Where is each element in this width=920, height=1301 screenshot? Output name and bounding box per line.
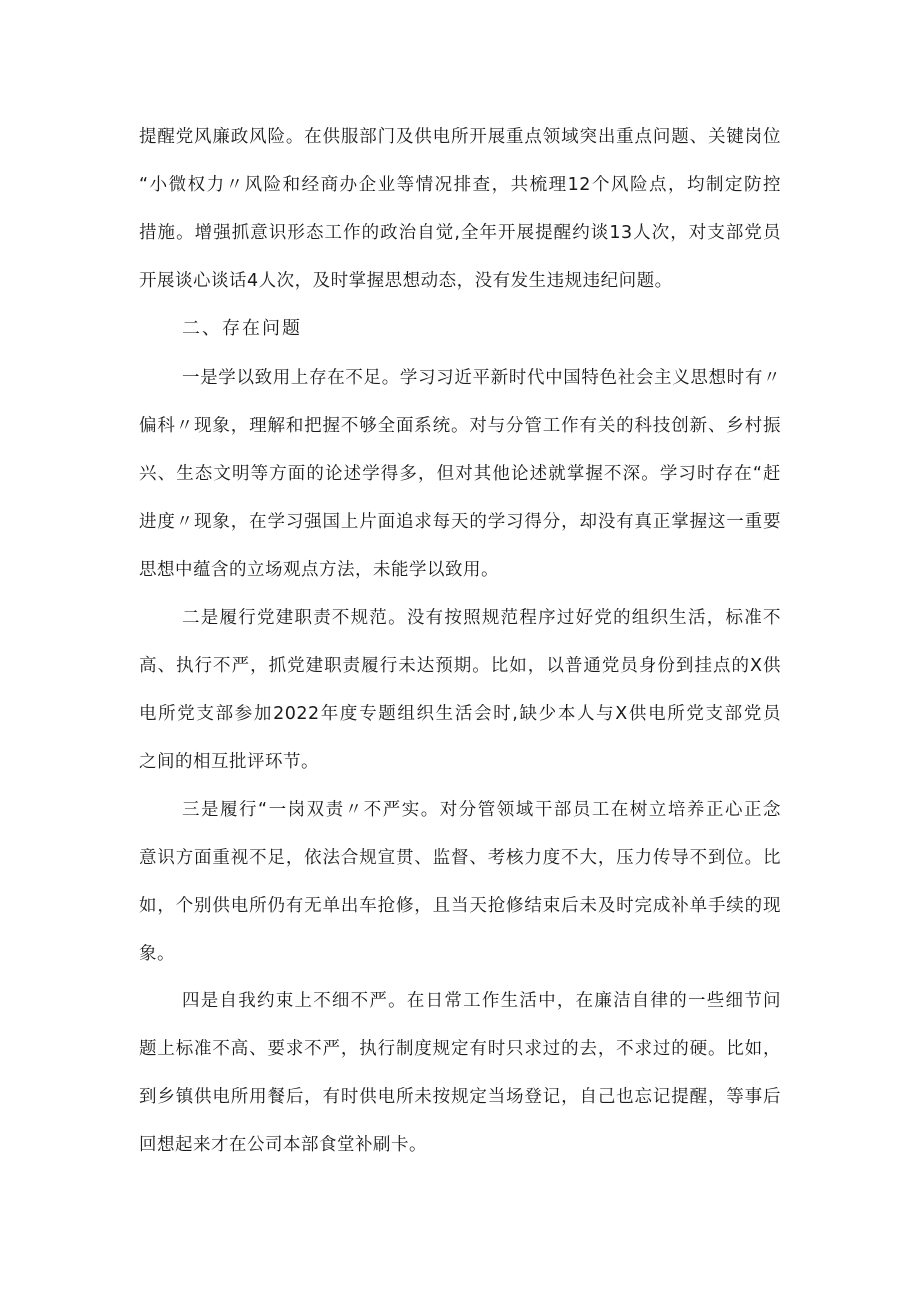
paragraph-line: 兴、生态文明等方面的论述学得多，但对其他论述就掌握不深。学习时存在“赶 — [139, 464, 781, 484]
problem-paragraph-3 — [139, 786, 781, 978]
paragraph-line: 提醒党风廉政风险。在供服部门及供电所开展重点领域突出重点问题、关键岗位 — [139, 127, 781, 147]
problem-paragraph-2 — [139, 594, 781, 786]
problem-paragraph-4 — [139, 977, 781, 1169]
intro-paragraph — [139, 113, 781, 305]
paragraph-line: 一是学以致用上存在不足。学习习近平新时代中国特色社会主义思想时有〃 — [182, 368, 781, 388]
problem-paragraph-1 — [139, 354, 781, 594]
paragraph-line: 思想中蕴含的立场观点方法，未能学以致用。 — [139, 560, 499, 580]
paragraph-line: 三是履行“一岗双责〃不严实。对分管领域干部员工在树立培养正心正念 — [182, 800, 781, 820]
paragraph-line: 二是履行党建职责不规范。没有按照规范程序过好党的组织生活，标准不 — [182, 608, 781, 628]
paragraph-line: 措施。增强抓意识形态工作的政治自觉,全年开展提醒约谈13人次，对支部党员 — [139, 223, 781, 243]
section-heading: 二、存在问题 — [182, 318, 302, 339]
paragraph-line: 高、执行不严，抓党建职责履行未达预期。比如，以普通党员身份到挂点的X供 — [139, 656, 781, 676]
paragraph-line: 电所党支部参加2022年度专题组织生活会时,缺少本人与X供电所党支部党员 — [139, 704, 781, 724]
paragraph-line: 题上标准不高、要求不严，执行制度规定有时只求过的去，不求过的硬。比如， — [139, 1039, 781, 1059]
paragraph-line: 象。 — [139, 944, 175, 964]
paragraph-line: 如，个别供电所仍有无单出车抢修，且当天抢修结束后未及时完成补单手续的现 — [139, 896, 781, 916]
paragraph-line: 四是自我约束上不细不严。在日常工作生活中，在廉洁自律的一些细节问 — [182, 991, 781, 1011]
paragraph-line: 开展谈心谈话4人次，及时掌握思想动态，没有发生违规违纪问题。 — [139, 271, 673, 291]
paragraph-line: “小微权力〃风险和经商办企业等情况排查，共梳理12个风险点，均制定防控 — [139, 175, 781, 195]
paragraph-line: 回想起来才在公司本部食堂补刷卡。 — [139, 1135, 427, 1155]
paragraph-line: 偏科〃现象，理解和把握不够全面系统。对与分管工作有关的科技创新、乡村振 — [139, 416, 781, 436]
paragraph-line: 进度〃现象，在学习强国上片面追求每天的学习得分，却没有真正掌握这一重要 — [139, 512, 781, 532]
paragraph-line: 意识方面重视不足，依法合规宣贯、监督、考核力度不大，压力传导不到位。比 — [139, 848, 781, 868]
paragraph-line: 之间的相互批评环节。 — [139, 752, 319, 772]
paragraph-line: 到乡镇供电所用餐后，有时供电所未按规定当场登记，自己也忘记提醒，等事后 — [139, 1087, 781, 1107]
